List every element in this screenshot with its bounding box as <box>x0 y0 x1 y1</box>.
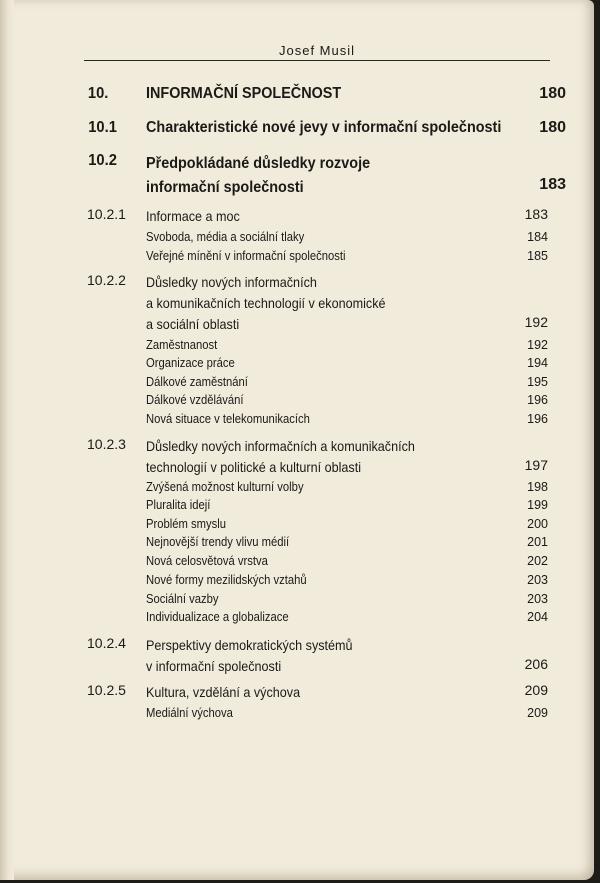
toc-title-line: Předpokládané důsledky rozvoje <box>146 155 371 172</box>
toc-title-line: Důsledky nových informačních <box>146 274 317 290</box>
toc-title-line: Perspektivy demokratických systémů <box>146 637 353 653</box>
toc-page: 194 <box>527 356 548 370</box>
toc-page: 203 <box>527 573 548 587</box>
toc-page: 206 <box>524 656 548 672</box>
toc-page: 195 <box>527 375 548 389</box>
toc-title: Nejnovější trendy vlivu médií <box>146 535 290 549</box>
toc-title: Organizace práce <box>146 356 235 370</box>
page-edge <box>0 0 14 880</box>
toc-page: 204 <box>527 610 548 624</box>
toc-title: INFORMAČNÍ SPOLEČNOST <box>146 85 342 102</box>
toc-page: 201 <box>527 535 548 549</box>
toc-title-line: technologií v politické a kulturní oblasti <box>146 459 362 475</box>
toc-title <box>146 436 506 478</box>
toc-number: 10.2.5 <box>87 682 126 698</box>
toc-number: 10.2.1 <box>87 206 126 222</box>
toc-number: 10.1 <box>88 119 117 136</box>
toc-page: 196 <box>527 412 548 426</box>
toc-title: Nová celosvětová vrstva <box>146 554 268 568</box>
toc-title: Dálkové vzdělávání <box>146 393 244 407</box>
toc-title: Dálkové zaměstnání <box>146 375 248 389</box>
toc-title: Nová situace v telekomunikacích <box>146 412 310 426</box>
toc-number: 10.2.3 <box>87 436 126 452</box>
toc-page: 184 <box>527 230 548 244</box>
toc-title <box>146 635 506 677</box>
toc-page: 198 <box>527 480 548 494</box>
toc-page: 183 <box>524 206 548 222</box>
toc-title-line: v informační společnosti <box>146 658 282 674</box>
toc-title-line: informační společnosti <box>146 179 304 196</box>
toc-page: 209 <box>527 706 548 720</box>
toc-page: 203 <box>527 592 548 606</box>
toc-number: 10. <box>87 85 109 102</box>
toc-title: Zvýšená možnost kulturní volby <box>146 480 304 494</box>
toc-page: 180 <box>539 85 566 102</box>
toc-page: 183 <box>539 176 566 193</box>
toc-title: Charakteristické nové jevy v informační společnosti <box>146 119 502 136</box>
toc-title: Zaměstnanost <box>146 338 218 352</box>
toc-title: Mediální výchova <box>146 706 233 720</box>
toc-number: 10.2 <box>88 152 117 169</box>
toc-title <box>146 272 506 335</box>
toc-title: Informace a moc <box>146 208 240 224</box>
toc-page: 192 <box>524 314 548 330</box>
toc-title-line: a sociální oblasti <box>146 316 240 332</box>
toc-page: 192 <box>527 338 548 352</box>
toc-page: 180 <box>539 119 566 136</box>
toc-title: Sociální vazby <box>146 592 219 606</box>
toc-title <box>146 152 524 200</box>
toc-page: 202 <box>527 554 548 568</box>
toc-title: Individualizace a globalizace <box>146 610 289 624</box>
toc-title: Pluralita idejí <box>146 498 211 512</box>
toc-title-line: Důsledky nových informačních a komunikačních <box>146 438 415 454</box>
toc-title: Kultura, vzdělání a výchova <box>146 684 301 700</box>
toc-page: 196 <box>527 393 548 407</box>
toc-number: 10.2.4 <box>87 635 126 651</box>
toc-title: Nové formy mezilidských vztahů <box>146 573 307 587</box>
toc-page: 199 <box>527 498 548 512</box>
toc-number: 10.2.2 <box>87 272 126 288</box>
header-rule <box>84 60 550 61</box>
toc-title: Veřejné mínění v informační společnosti <box>146 249 346 263</box>
toc-page: 209 <box>524 682 548 698</box>
toc-title: Problém smyslu <box>146 517 227 531</box>
toc-title-line: a komunikačních technologií v ekonomické <box>146 295 386 311</box>
toc-page: 185 <box>527 249 548 263</box>
toc-page: 200 <box>527 517 548 531</box>
toc-title: Svoboda, média a sociální tlaky <box>146 230 305 244</box>
toc-page: 197 <box>524 457 548 473</box>
running-header: Josef Musil <box>278 43 356 58</box>
